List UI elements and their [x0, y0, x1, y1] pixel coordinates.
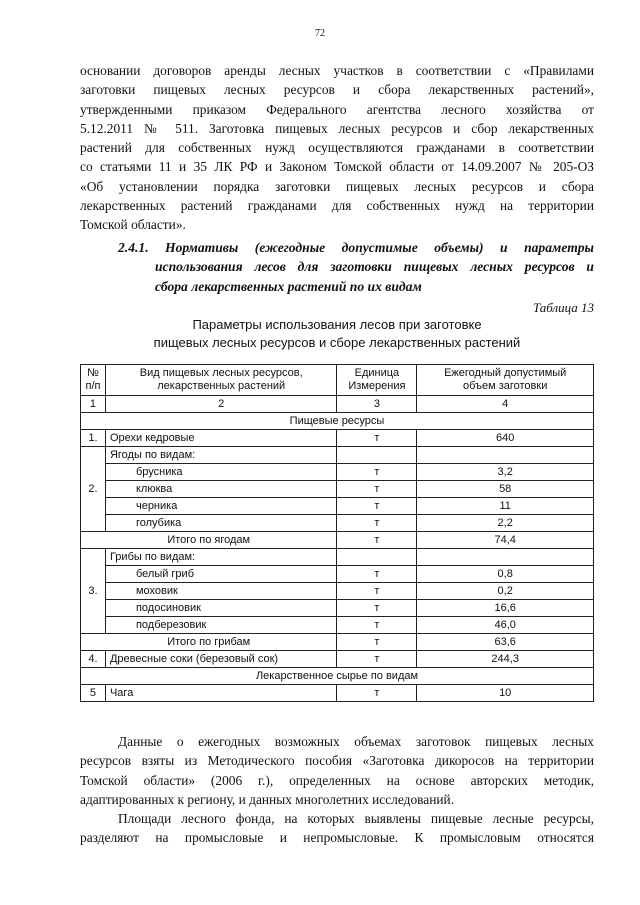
table-row: [81, 651, 594, 668]
empty-cell: [417, 447, 594, 464]
row-value: 16,6: [417, 600, 594, 617]
column-number-row: [81, 396, 594, 413]
text-line: Данные о ежегодных возможных объемах заготовок пищевых лесных: [118, 734, 594, 749]
text-line: ресурсов взяты из Методического пособия «Заготовка дикоросов на территории: [80, 753, 594, 769]
caption-line: Параметры использования лесов при заготовке: [192, 317, 482, 332]
intro-paragraph: [80, 61, 594, 235]
section-title: Пищевые ресурсы: [81, 413, 594, 430]
areas-paragraph: [80, 809, 594, 848]
row-name: подберезовик: [105, 617, 336, 634]
row-num: 5: [81, 685, 106, 702]
page-number: 72: [315, 28, 325, 39]
text-line: адаптированных к региону, и данных многолетних исследований.: [80, 791, 455, 807]
row-name: моховик: [105, 583, 336, 600]
table-row: [81, 566, 594, 583]
table-row: [81, 481, 594, 498]
col-number: 3: [337, 396, 417, 413]
row-unit: т: [337, 464, 417, 481]
row-value: 58: [417, 481, 594, 498]
row-value: 0,2: [417, 583, 594, 600]
table-label: Таблица 13: [532, 300, 594, 315]
header-text: №: [87, 367, 99, 379]
resources-table: [80, 364, 594, 702]
row-name: брусника: [105, 464, 336, 481]
row-unit: т: [337, 634, 417, 651]
text-line: «Об установлении порядка заготовки пищевых лесных ресурсов и сбора: [80, 178, 594, 194]
text-line: со статьями 11 и 35 ЛК РФ и Законом Томской области от 14.09.2007 № 205-ОЗ: [80, 159, 594, 175]
heading-line: 2.4.1. Нормативы (ежегодные допустимые объемы) и параметры: [118, 240, 594, 255]
header-num: [81, 365, 106, 396]
empty-cell: [337, 549, 417, 566]
col-number: 1: [81, 396, 106, 413]
section-heading: [118, 238, 594, 296]
total-row-mushrooms: [81, 634, 594, 651]
row-unit: т: [337, 685, 417, 702]
section-row-medicinal: [81, 668, 594, 685]
section-title: Лекарственное сырье по видам: [81, 668, 594, 685]
row-value: 0,8: [417, 566, 594, 583]
row-unit: т: [337, 600, 417, 617]
header-text: Ежегодный допустимый: [444, 367, 567, 379]
row-num: 3.: [81, 549, 106, 634]
row-value: 74,4: [417, 532, 594, 549]
text-line: основании договоров аренды лесных участков в соответствии с «Правилами: [80, 63, 594, 78]
text-line: Площади лесного фонда, на которых выявлены пищевые лесные ресурсы,: [118, 811, 594, 826]
col-number: 4: [417, 396, 594, 413]
row-unit: т: [337, 651, 417, 668]
header-text: п/п: [85, 380, 101, 392]
table-row: [81, 583, 594, 600]
table-row: [81, 617, 594, 634]
caption-line: пищевых лесных ресурсов и сборе лекарственных растений: [153, 335, 521, 350]
row-value: 244,3: [417, 651, 594, 668]
empty-cell: [337, 447, 417, 464]
row-name: черника: [105, 498, 336, 515]
header-kind: [105, 365, 336, 396]
row-value: 3,2: [417, 464, 594, 481]
col-number: 2: [105, 396, 336, 413]
row-name: Чага: [105, 685, 336, 702]
table-row: [81, 447, 594, 464]
row-name: голубика: [105, 515, 336, 532]
header-text: лекарственных растений: [157, 380, 286, 392]
text-line: разделяют на промысловые и непромысловые. К промысловым относятся: [80, 830, 594, 846]
total-label: Итого по грибам: [81, 634, 337, 651]
row-unit: т: [337, 498, 417, 515]
total-label: Итого по ягодам: [81, 532, 337, 549]
row-value: 63,6: [417, 634, 594, 651]
row-name: подосиновик: [105, 600, 336, 617]
group-title: Ягоды по видам:: [105, 447, 336, 464]
group-title: Грибы по видам:: [105, 549, 336, 566]
row-unit: т: [337, 515, 417, 532]
table-row: [81, 685, 594, 702]
header-text: объем заготовки: [463, 380, 548, 392]
header-volume: [417, 365, 594, 396]
row-value: 10: [417, 685, 594, 702]
total-row-berries: [81, 532, 594, 549]
row-unit: т: [337, 583, 417, 600]
row-name: Древесные соки (березовый сок): [105, 651, 336, 668]
table-row: [81, 498, 594, 515]
row-num: 4.: [81, 651, 106, 668]
heading-line: сбора лекарственных растений по их видам: [155, 278, 422, 294]
header-unit: [337, 365, 417, 396]
sources-paragraph: [80, 732, 594, 809]
table-row: [81, 430, 594, 447]
table-row: [81, 464, 594, 481]
row-name: клюква: [105, 481, 336, 498]
text-line: утвержденными приказом Федерального агентства лесного хозяйства от: [80, 101, 594, 117]
empty-cell: [417, 549, 594, 566]
text-line: Томской области».: [80, 217, 186, 233]
row-unit: т: [337, 617, 417, 634]
row-value: 2,2: [417, 515, 594, 532]
header-text: Измерения: [348, 380, 406, 392]
row-unit: т: [337, 481, 417, 498]
row-value: 46,0: [417, 617, 594, 634]
row-name: белый гриб: [105, 566, 336, 583]
text-line: растений для собственных нужд осуществляются гражданами в соответствии: [80, 140, 594, 156]
section-row-food: [81, 413, 594, 430]
table-row: [81, 600, 594, 617]
row-value: 640: [417, 430, 594, 447]
row-num: 2.: [81, 447, 106, 532]
heading-line: использования лесов для заготовки пищевых лесных ресурсов и: [155, 259, 594, 275]
header-text: Единица: [354, 367, 400, 379]
row-value: 11: [417, 498, 594, 515]
text-line: заготовки пищевых лесных ресурсов и сбора лекарственных растений»,: [80, 82, 594, 98]
text-line: лекарственных растений гражданами для собственных нужд на территории: [80, 198, 594, 214]
text-line: 5.12.2011 № 511. Заготовка пищевых лесных ресурсов и сбор лекарственных: [80, 120, 594, 136]
text-line: Томской области» (2006 г.), определенных на основе авторских методик,: [80, 772, 594, 788]
header-text: Вид пищевых лесных ресурсов,: [139, 367, 303, 379]
table-row: [81, 549, 594, 566]
table-row: [81, 515, 594, 532]
row-unit: т: [337, 430, 417, 447]
table-caption: [80, 316, 594, 352]
row-num: 1.: [81, 430, 106, 447]
table-header-row: [81, 365, 594, 396]
row-unit: т: [337, 532, 417, 549]
row-unit: т: [337, 566, 417, 583]
row-name: Орехи кедровые: [105, 430, 336, 447]
